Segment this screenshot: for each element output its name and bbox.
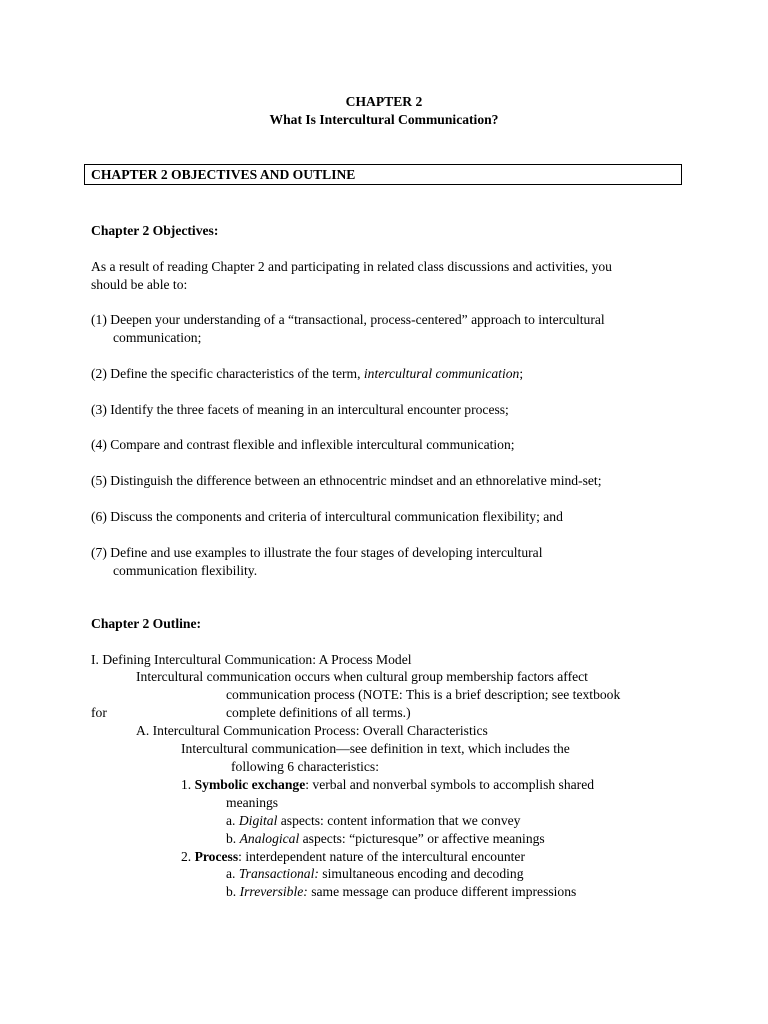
outline-item-2b	[226, 883, 576, 901]
objectives-intro-line-2: should be able to:	[91, 277, 188, 292]
outline-item-2b-letter: b.	[226, 884, 240, 899]
outline-subsection-a: A. Intercultural Communication Process: Overall Characteristics	[136, 723, 488, 738]
outline-item-1a	[226, 812, 520, 830]
outline-section-1: I. Defining Intercultural Communication: A Process Model	[91, 652, 412, 667]
objective-5: (5) Distinguish the difference between an ethnocentric mindset and an ethnorelative mind-set;	[91, 473, 602, 488]
outline-item-1-text: : verbal and nonverbal symbols to accomplish shared	[305, 777, 595, 792]
outline-item-2b-text: same message can produce different impressions	[307, 884, 577, 899]
outline-item-2a-term: Transactional:	[238, 866, 319, 881]
objective-1-line-1: (1) Deepen your understanding of a “transactional, process-centered” approach to intercultural	[91, 312, 605, 327]
outline-item-2	[181, 848, 525, 866]
outline-definition-for: for	[91, 705, 107, 720]
objective-7-line-2: communication flexibility.	[113, 563, 258, 578]
objective-2-text: (2) Define the specific characteristics of the term,	[91, 366, 364, 381]
outline-definition-line-2: communication process (NOTE: This is a brief description; see textbook	[226, 687, 621, 702]
outline-item-2a-letter: a.	[226, 866, 239, 881]
objective-2-end: ;	[519, 366, 524, 381]
objective-4: (4) Compare and contrast flexible and inflexible intercultural communication;	[91, 437, 515, 452]
outline-item-2a	[226, 865, 524, 883]
objective-1-line-2: communication;	[113, 330, 202, 345]
outline-item-1a-text: aspects: content information that we convey	[277, 813, 521, 828]
objectives-outline-box	[84, 164, 682, 185]
objective-3: (3) Identify the three facets of meaning in an intercultural encounter process;	[91, 402, 509, 417]
outline-item-2-text: : interdependent nature of the intercultural encounter	[238, 849, 525, 864]
outline-item-1	[181, 776, 594, 794]
outline-item-1b-term: Analogical	[239, 831, 300, 846]
outline-item-1a-term: Digital	[238, 813, 278, 828]
objective-2	[91, 365, 523, 383]
chapter-title: What Is Intercultural Communication?	[269, 112, 499, 127]
objective-7-line-1: (7) Define and use examples to illustrate the four stages of developing intercultural	[91, 545, 543, 560]
outline-item-1a-letter: a.	[226, 813, 239, 828]
outline-item-1-term: Symbolic exchange	[194, 777, 306, 792]
outline-subsection-a-intro: Intercultural communication—see definition in text, which includes the	[181, 741, 570, 756]
box-heading: CHAPTER 2 OBJECTIVES AND OUTLINE	[91, 167, 356, 182]
outline-subsection-a-intro-2: following 6 characteristics:	[231, 759, 379, 774]
outline-item-1b-text: aspects: “picturesque” or affective meanings	[299, 831, 545, 846]
outline-item-2-term: Process	[194, 849, 239, 864]
objective-2-term: intercultural communication	[363, 366, 520, 381]
outline-heading: Chapter 2 Outline:	[91, 616, 202, 631]
outline-item-1-continued: meanings	[226, 795, 279, 810]
outline-item-2b-term: Irreversible:	[239, 884, 308, 899]
outline-item-2a-text: simultaneous encoding and decoding	[318, 866, 524, 881]
outline-item-1b	[226, 830, 545, 848]
outline-item-1b-letter: b.	[226, 831, 240, 846]
outline-item-1-number: 1.	[181, 777, 195, 792]
objective-6: (6) Discuss the components and criteria of intercultural communication flexibility; and	[91, 509, 563, 524]
objectives-intro-line-1: As a result of reading Chapter 2 and participating in related class discussions and activities, you	[91, 259, 612, 274]
objectives-heading: Chapter 2 Objectives:	[91, 223, 219, 238]
outline-definition-line-3: complete definitions of all terms.)	[226, 705, 411, 720]
outline-definition-line-1: Intercultural communication occurs when cultural group membership factors affect	[136, 669, 588, 684]
outline-item-2-number: 2.	[181, 849, 195, 864]
chapter-number: CHAPTER 2	[345, 94, 423, 109]
